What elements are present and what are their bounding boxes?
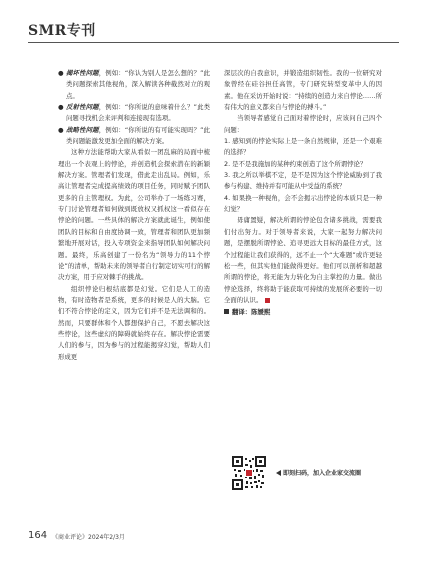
- bullet-term: 反射性问题: [66, 103, 99, 112]
- bullet-disruptive-question: [58, 68, 210, 102]
- end-mark-icon: [265, 298, 270, 303]
- bullet-dot: ●: [58, 69, 64, 77]
- bullet-dot: ●: [58, 103, 64, 112]
- qr-code[interactable]: [232, 456, 266, 490]
- question-item: 1. 感知到的悖论实际上是一条自然规律，还是一个艰难的选择？: [224, 137, 382, 157]
- question-item: 2. 是不是我施加的某种约束创造了这个所谓悖论？: [224, 159, 367, 168]
- qr-code-icon: [232, 456, 266, 490]
- translator-text: 翻译：陈媛熙: [232, 308, 271, 317]
- bullet-text: ，例如：“你所说的意味着什么？”此类问题寻找机会来评判和连接现有选项。: [66, 103, 211, 123]
- bullet-dot: ●: [58, 125, 64, 134]
- bullet-strategic-question: [58, 125, 210, 148]
- qr-caption: [276, 468, 361, 477]
- body-paragraph: 当领导者感觉自己面对着悖论时，应该问自己四个问题：: [224, 114, 382, 134]
- page-number: 164: [28, 530, 48, 541]
- journal-section-title: SMR专刊: [28, 23, 96, 39]
- bullet-term: 战略性问题: [66, 125, 99, 134]
- publication-source: 《商业评论》2024年2/3月: [52, 534, 125, 541]
- body-paragraph: 深层次的自我意识，并锻造组织韧性。我的一位研究对象曾经在硅谷担任高管，专门研究转型变革中人的因素。他在采访开始时说：“持续的创造力来自悖论……所有伟大的意义都来自与悖论的搏斗。”: [224, 69, 382, 112]
- translator-credit: [224, 307, 382, 318]
- header-divider: [28, 42, 399, 43]
- question-item: 3. 我之所以举棋不定，是不是因为这个悖论威胁到了我参与构建、维持并有可能从中受益的系统？: [224, 171, 382, 191]
- left-column: [58, 68, 210, 363]
- bullet-text: ，例如：“你认为别人是怎么想的？”此类问题探索其他视角，深入解读各种截然对立的观点。: [66, 69, 211, 100]
- body-paragraph: [224, 215, 382, 306]
- qr-caption-text: 即刻扫码，加入企业家交流圈: [283, 470, 362, 477]
- body-paragraph: 这种方法能帮助大家从看似一团乱麻的局面中梳理出一个表观上的悖论，并创造机会探索潜在的新颖解决方案。管理者们发现，借此走出乱局。例如，乐高让管理者完成提高绩效的项目任务，同时赋予团队更多的自主管理权。为此，公司举办了一场练习赛，专门讨论管理者如何做到既放权又抓权这一看似存在悖论的问题。一些具体的解决方案就此诞生，例如使团队的目标和自由度协调一致，管理者和团队更加频繁地开展对话，投入专项资金来指导团队如何解决问题。最终，乐高创建了一份名为“领导力的11个悖论”的清单，帮助未来的领导者自行制定切实可行的解决方案，用于应对棘手的挑战。: [58, 148, 210, 282]
- bullet-term: 揭坏性问题: [66, 69, 99, 77]
- bullet-text: ，例如：“你所说的有可能实现吗？”此类问题能激发更加全面的解决方案。: [66, 125, 211, 146]
- arrow-left-icon: [276, 470, 281, 476]
- closing-text: 毋庸置疑，解决所谓的悖论包含诸多挑战，需要我们付出努力。对于领导者来说，大家一起努力解决问题，是摆脱所谓悖论、追寻更远大目标的最佳方式，这个过程能让我们获得的，远不止一个“大难题”或许更轻松一些，但其实他们能做得更好。他们可以剖析和超越所谓的悖论，将无能为力转化为自主掌控的力量。做出悖论选择，终将助于能获取可持续的发展所必要的一切全面的认识。: [224, 216, 382, 304]
- question-item: 4. 如果换一种视角，会不会揭示出悖论的本质只是一种幻觉？: [224, 193, 382, 214]
- bullet-reflective-question: [58, 102, 210, 125]
- square-bullet-icon: [224, 309, 229, 314]
- body-paragraph: 组织悖论归根结底都是幻觉。它们是人工的造物，有时造物者是系统，更多的时候是人的大脑。它们不符合悖论的定义，因为它们并不是无法调和的。然而，只要群体和个人都想保护自己，不愿去解决这些悖论，这些虚幻的障碍就始终存在。解决悖论需要人们的参与，因为参与的过程能揭穿幻觉，帮助人们形成更: [58, 284, 210, 361]
- right-column: [224, 68, 382, 319]
